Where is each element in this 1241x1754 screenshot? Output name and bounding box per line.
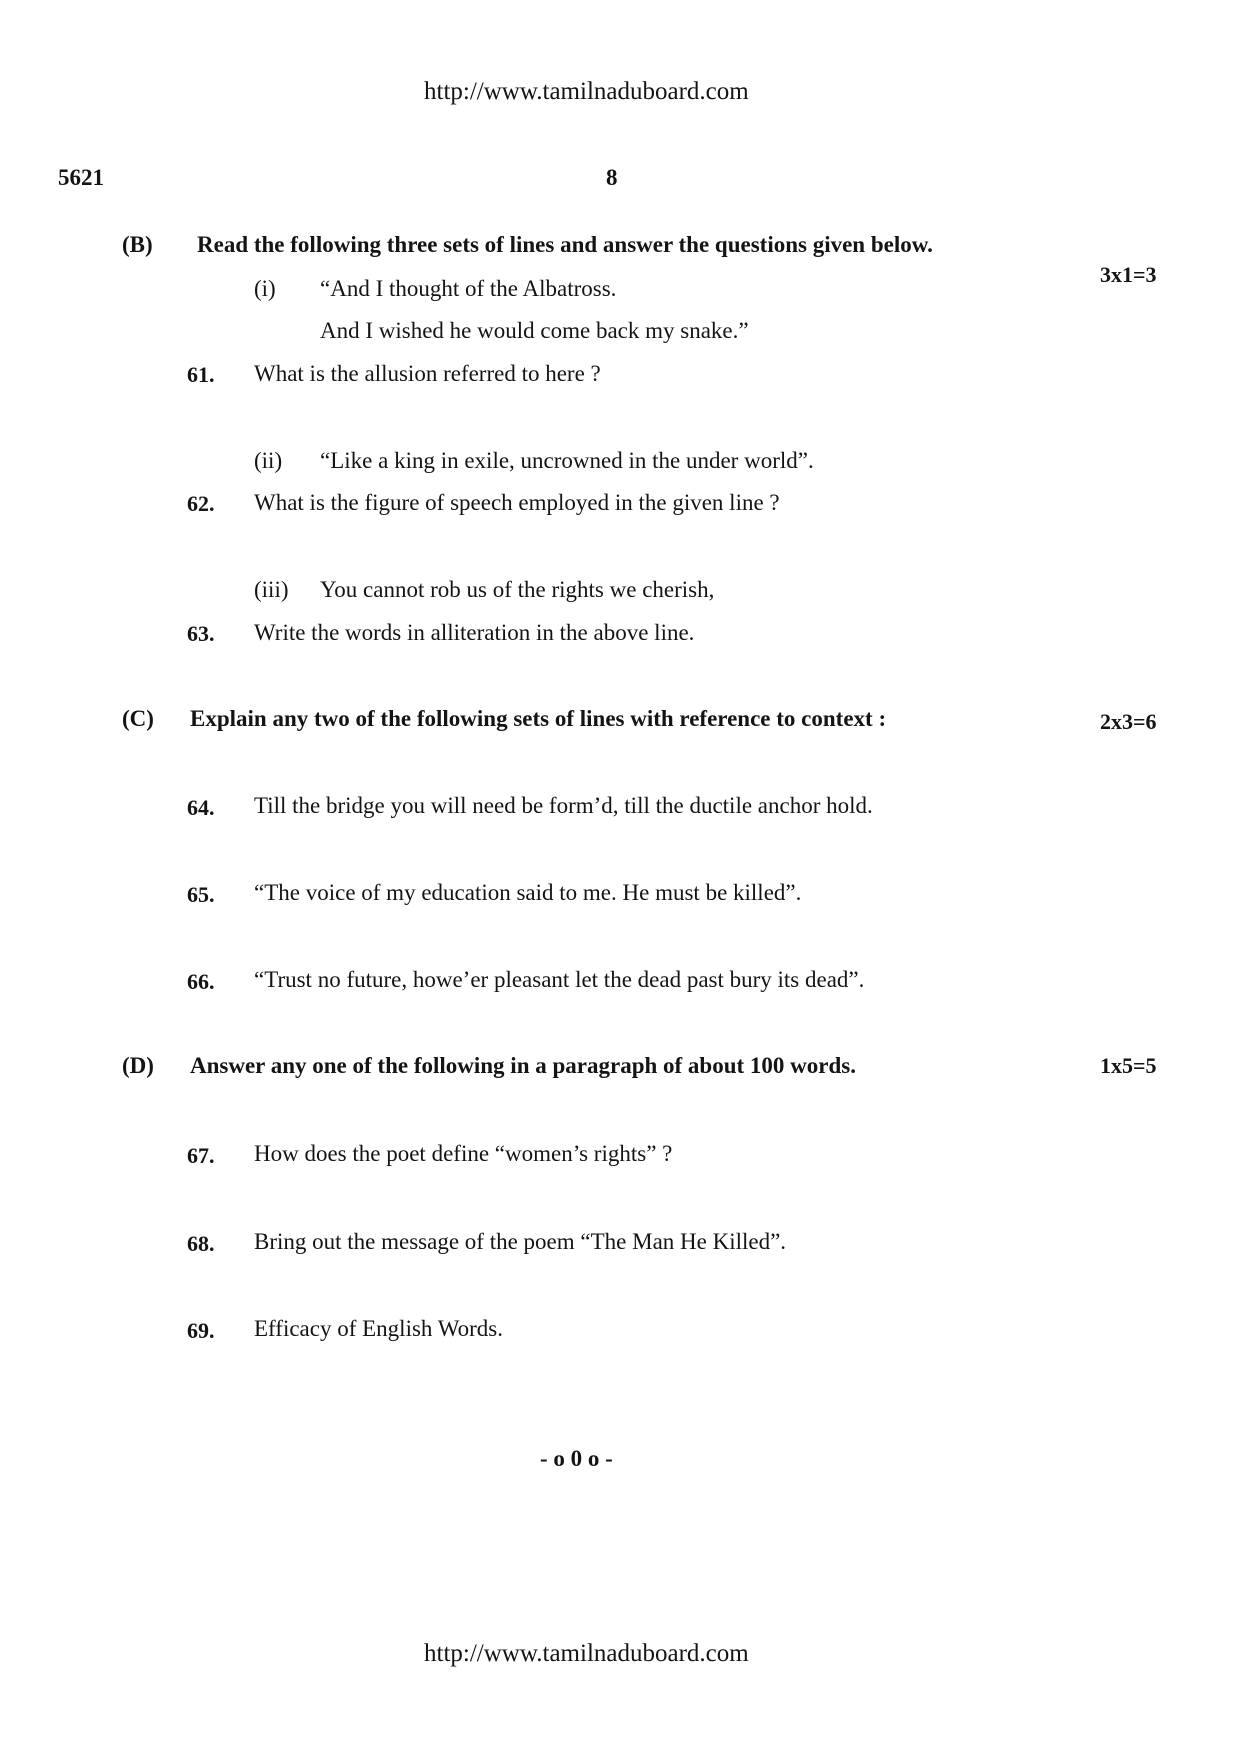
paper-code: 5621 bbox=[58, 165, 104, 190]
question-text: What is the allusion referred to here ? bbox=[254, 361, 601, 386]
question-number: 68. bbox=[187, 1231, 215, 1256]
item-label: (i) bbox=[254, 276, 276, 301]
quote-line: You cannot rob us of the rights we cherish, bbox=[320, 577, 715, 602]
question-text: How does the poet define “women’s rights” ? bbox=[254, 1141, 673, 1166]
end-mark: - o 0 o - bbox=[540, 1446, 613, 1471]
question-text: Write the words in alliteration in the above line. bbox=[254, 620, 695, 645]
question-number: 61. bbox=[187, 362, 215, 387]
question-text: What is the figure of speech employed in the given line ? bbox=[254, 490, 780, 515]
section-b-letter: (B) bbox=[122, 232, 153, 257]
section-b-marks: 3x1=3 bbox=[1100, 262, 1157, 287]
quote-line: “And I thought of the Albatross. bbox=[320, 276, 617, 301]
item-label: (iii) bbox=[254, 577, 289, 602]
question-text: Till the bridge you will need be form’d, till the ductile anchor hold. bbox=[254, 793, 873, 818]
section-b-instruction: Read the following three sets of lines and answer the questions given below. bbox=[197, 232, 933, 257]
section-c-letter: (C) bbox=[122, 706, 154, 731]
question-number: 64. bbox=[187, 795, 215, 820]
header-url[interactable]: http://www.tamilnaduboard.com bbox=[424, 78, 749, 105]
question-text: Bring out the message of the poem “The Man He Killed”. bbox=[254, 1229, 787, 1254]
question-number: 66. bbox=[187, 969, 215, 994]
question-number: 67. bbox=[187, 1143, 215, 1168]
section-c-instruction: Explain any two of the following sets of lines with reference to context : bbox=[190, 706, 887, 731]
question-number: 62. bbox=[187, 491, 215, 516]
section-c-marks: 2x3=6 bbox=[1100, 709, 1157, 734]
item-label: (ii) bbox=[254, 448, 283, 473]
section-d-instruction: Answer any one of the following in a paragraph of about 100 words. bbox=[190, 1053, 856, 1078]
question-text: “The voice of my education said to me. He must be killed”. bbox=[254, 880, 802, 905]
quote-line: “Like a king in exile, uncrowned in the under world”. bbox=[320, 448, 814, 473]
question-text: Efficacy of English Words. bbox=[254, 1316, 503, 1341]
question-number: 69. bbox=[187, 1318, 215, 1343]
footer-url[interactable]: http://www.tamilnaduboard.com bbox=[424, 1640, 749, 1667]
section-d-letter: (D) bbox=[122, 1053, 154, 1078]
question-text: “Trust no future, howe’er pleasant let the dead past bury its dead”. bbox=[254, 967, 865, 992]
question-number: 65. bbox=[187, 882, 215, 907]
question-number: 63. bbox=[187, 621, 215, 646]
page-number: 8 bbox=[606, 165, 618, 190]
section-d-marks: 1x5=5 bbox=[1100, 1053, 1157, 1078]
quote-line: And I wished he would come back my snake.” bbox=[320, 318, 749, 343]
